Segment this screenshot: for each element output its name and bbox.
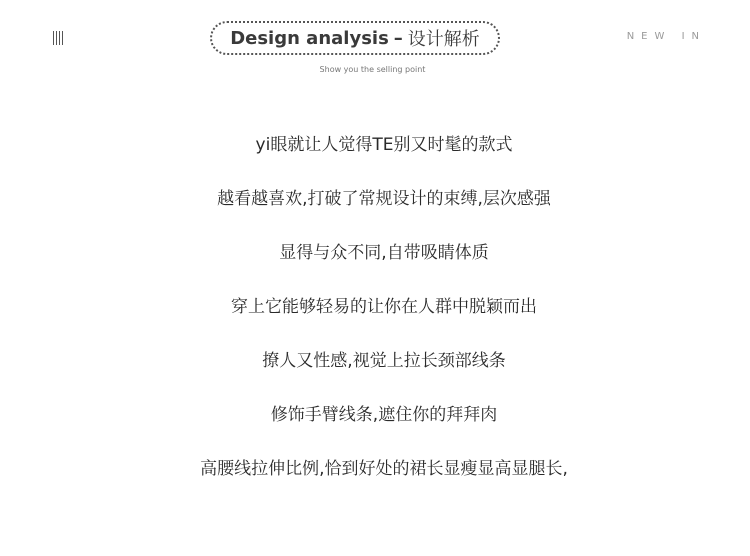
title-dash: – [393, 27, 403, 49]
bar [62, 31, 63, 45]
description-line: 穿上它能够轻易的让你在人群中脱颖而出 [231, 297, 537, 317]
vertical-bars-icon [53, 31, 65, 45]
description-line: 高腰线拉伸比例,恰到好处的裙长显瘦显高显腿长, [200, 459, 568, 479]
description-line: 越看越喜欢,打破了常规设计的束缚,层次感强 [217, 189, 551, 209]
description-lines [0, 133, 750, 511]
description-line: 撩人又性感,视觉上拉长颈部线条 [262, 351, 506, 371]
title-english: Design analysis [230, 27, 389, 49]
description-line: yi眼就让人觉得TE别又时髦的款式 [255, 135, 513, 155]
title-chinese: 设计解析 [407, 29, 480, 50]
description-line: 修饰手臂线条,遮住你的拜拜肉 [270, 405, 498, 425]
section-subtitle: Show you the selling point [319, 65, 426, 74]
description-line: 显得与众不同,自带吸睛体质 [279, 243, 489, 263]
section-title [210, 21, 500, 55]
bar [53, 31, 54, 45]
bar [59, 31, 60, 45]
bar [56, 31, 57, 45]
new-in-badge: NEW IN [626, 31, 706, 42]
